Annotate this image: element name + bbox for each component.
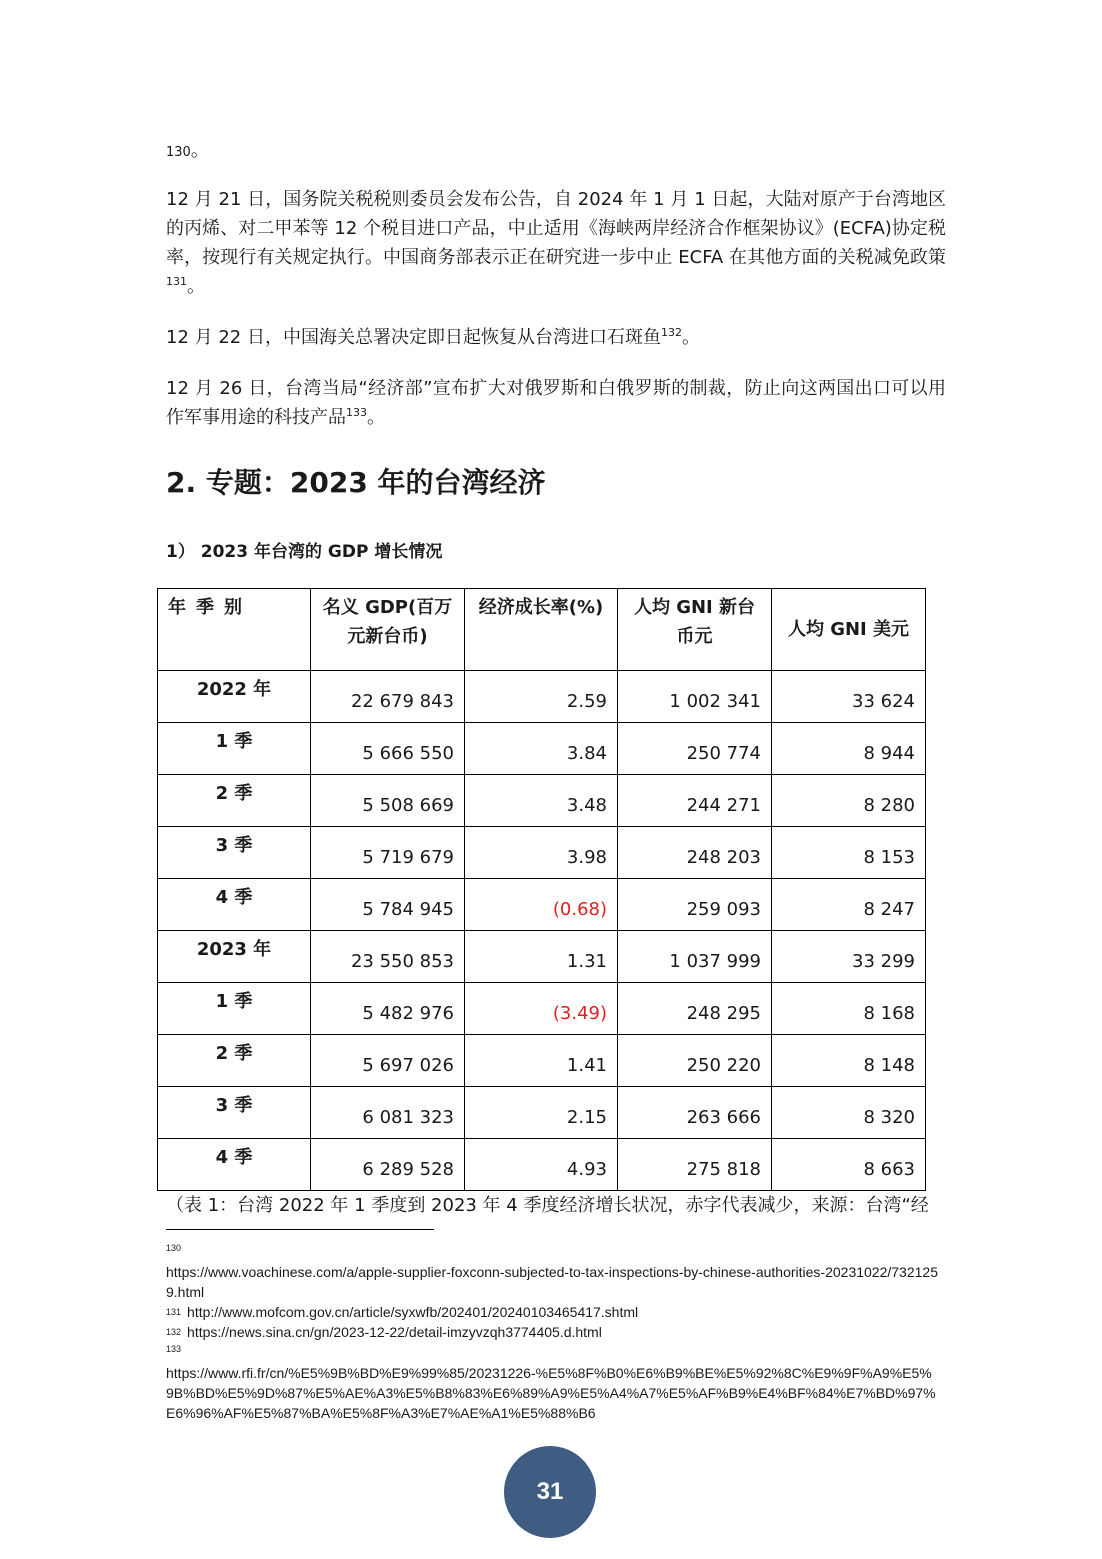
footnote-ref[interactable]: 133 [346,406,367,419]
growth-cell: 1.31 [465,931,618,983]
header-period: 年季别 [158,589,311,671]
period-cell: 3 季 [158,827,311,879]
table-caption: （表 1：台湾 2022 年 1 季度到 2023 年 4 季度经济增长状况，赤字代表减少，来源：台湾“经 [166,1195,929,1216]
growth-cell: 3.98 [465,827,618,879]
period-cell: 2 季 [158,1035,311,1087]
growth-cell: 3.48 [465,775,618,827]
gni-usd-cell: 8 247 [772,879,926,931]
footnote-133 [166,1343,938,1423]
page-number: 31 [536,1478,564,1505]
punctuation: 。 [190,140,209,161]
gni-usd-cell: 8 663 [772,1139,926,1191]
growth-cell: (0.68) [465,879,618,931]
gdp-cell: 6 081 323 [311,1087,465,1139]
gni-twd-cell: 244 271 [618,775,772,827]
table-row [158,1035,926,1087]
header-gni-usd: 人均 GNI 美元 [772,589,926,671]
growth-cell: 1.41 [465,1035,618,1087]
gni-twd-cell: 259 093 [618,879,772,931]
footnote-continuation [166,136,209,162]
table-row [158,671,926,723]
footnote-link[interactable]: https://www.rfi.fr/cn/%E5%9B%BD%E9%99%85/20231226-%E5%8F%B0%E6%B9%BE%E5%92%8C%E9%9F%A9%E5%9B%BD%E5%9D%87%E5%AE%A3%E5%B8%83%E6%89%A9%E5%A4%A7%E5%AF%B9%E4%BF%84%E7%BD%97%E6%96%AF%E5%87%BA%E5%8F%A3%E7%AE%A1%E5%88%B6 [166,1365,936,1421]
footnote-divider [166,1229,434,1230]
gni-twd-cell: 275 818 [618,1139,772,1191]
gni-usd-cell: 8 944 [772,723,926,775]
gni-twd-cell: 248 203 [618,827,772,879]
punctuation: 。 [187,276,205,297]
paragraph-text: 12 月 21 日，国务院关税税则委员会发布公告，自 2024 年 1 月 1 日起，大陆对原产于台湾地区的丙烯、对二甲苯等 12 个税目进口产品，中止适用《海峡两岸经济合作框架协议》(ECFA)协定税率，按现行有关规定执行。中国商务部表示正在研究进一步中止 ECFA 在其他方面的关税减免政策 [166,189,946,268]
table-row [158,879,926,931]
gni-usd-cell: 8 280 [772,775,926,827]
gni-usd-cell: 8 168 [772,983,926,1035]
paragraph-dec22 [166,323,946,352]
gdp-cell: 5 508 669 [311,775,465,827]
gdp-cell: 5 697 026 [311,1035,465,1087]
growth-cell: 4.93 [465,1139,618,1191]
header-nominal-gdp: 名义 GDP(百万元新台币) [311,589,465,671]
footnote-131 [166,1302,938,1322]
gdp-cell: 5 784 945 [311,879,465,931]
gdp-cell: 5 482 976 [311,983,465,1035]
period-cell: 2 季 [158,775,311,827]
footnote-number: 130 [166,1243,182,1253]
paragraph-dec21 [166,185,946,301]
table-row [158,983,926,1035]
period-cell: 4 季 [158,1139,311,1191]
footnote-number: 132 [166,1327,182,1337]
footnote-link[interactable]: http://www.mofcom.gov.cn/article/syxwfb/202401/20240103465417.shtml [187,1304,639,1320]
gni-usd-cell: 33 299 [772,931,926,983]
gni-twd-cell: 250 220 [618,1035,772,1087]
growth-cell: 2.15 [465,1087,618,1139]
footnote-link[interactable]: https://www.voachinese.com/a/apple-supplier-foxconn-subjected-to-tax-inspections-by-chinese-authorities-20231022/7321259.html [166,1264,938,1300]
header-gni-twd: 人均 GNI 新台币元 [618,589,772,671]
gni-usd-cell: 8 148 [772,1035,926,1087]
growth-cell: 3.84 [465,723,618,775]
header-growth-rate: 经济成长率(%) [465,589,618,671]
growth-cell: (3.49) [465,983,618,1035]
footnote-number: 131 [166,1307,182,1317]
period-cell: 2022 年 [158,671,311,723]
section-title: 2. 专题：2023 年的台湾经济 [166,466,546,499]
table-row [158,1087,926,1139]
table-row [158,775,926,827]
gni-twd-cell: 248 295 [618,983,772,1035]
table-row [158,723,926,775]
gni-twd-cell: 1 037 999 [618,931,772,983]
gni-twd-cell: 250 774 [618,723,772,775]
period-cell: 1 季 [158,983,311,1035]
gni-twd-cell: 263 666 [618,1087,772,1139]
paragraph-dec26 [166,374,946,432]
growth-cell: 2.59 [465,671,618,723]
footnote-130 [166,1242,938,1302]
gdp-cell: 5 719 679 [311,827,465,879]
period-cell: 2023 年 [158,931,311,983]
gni-usd-cell: 8 153 [772,827,926,879]
gdp-cell: 6 289 528 [311,1139,465,1191]
gni-usd-cell: 8 320 [772,1087,926,1139]
period-cell: 4 季 [158,879,311,931]
footnote-link[interactable]: https://news.sina.cn/gn/2023-12-22/detail-imzyvzqh3774405.d.html [187,1324,602,1340]
table-header-row [158,589,926,671]
subsection-title: 1） 2023 年台湾的 GDP 增长情况 [166,542,443,562]
punctuation: 。 [367,407,385,428]
punctuation: 。 [681,327,700,348]
table-row [158,827,926,879]
footnote-ref[interactable]: 132 [660,326,682,339]
table-row [158,1139,926,1191]
gni-twd-cell: 1 002 341 [618,671,772,723]
footnote-132 [166,1322,938,1342]
period-cell: 3 季 [158,1087,311,1139]
gni-usd-cell: 33 624 [772,671,926,723]
page-number-badge [504,1446,596,1538]
footnote-ref: 130 [166,145,191,160]
paragraph-text: 12 月 22 日，中国海关总署决定即日起恢复从台湾进口石斑鱼 [166,327,661,348]
gdp-cell: 22 679 843 [311,671,465,723]
gdp-cell: 5 666 550 [311,723,465,775]
period-cell: 1 季 [158,723,311,775]
paragraph-text: 12 月 26 日，台湾当局“经济部”宣布扩大对俄罗斯和白俄罗斯的制裁，防止向这两国出口可以用作军事用途的科技产品 [166,378,946,428]
gdp-cell: 23 550 853 [311,931,465,983]
gdp-table [157,588,926,1191]
footnote-number: 133 [166,1344,182,1354]
table-row [158,931,926,983]
footnote-ref[interactable]: 131 [166,275,187,288]
